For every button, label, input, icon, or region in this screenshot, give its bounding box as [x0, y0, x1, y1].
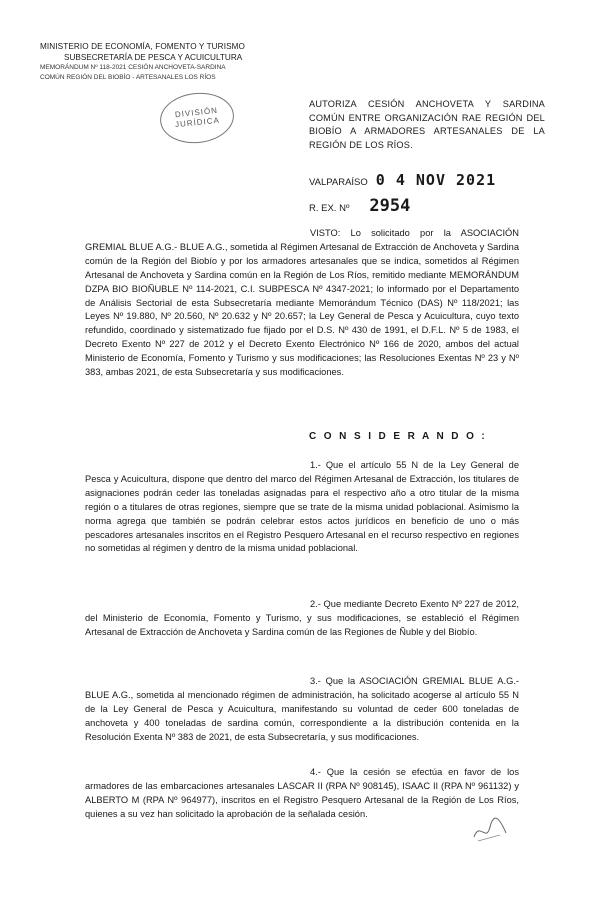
- resolution-number: [309, 196, 410, 216]
- date-stamp: 0 4 NOV 2021: [375, 171, 497, 189]
- stamp-line-2: JURÍDICA: [174, 115, 221, 130]
- document-title: AUTORIZA CESIÓN ANCHOVETA Y SARDINA COMÚN ENTRE ORGANIZACIÓN RAE REGIÓN DEL BIOBÍO A ARMADORES ARTESANALES DE LA REGIÓN DE LOS RÍOS.: [309, 99, 545, 150]
- resolution-label: R. EX. Nº: [309, 203, 350, 214]
- considerando-4: 4.- Que la cesión se efectúa en favor de los armadores de las embarcaciones artesanales LASCAR II (RPA Nº 908145), ISAAC II (RPA Nº 961132) y ALBERTO M (RPA Nº 964977), inscritos en el Registro Pesquero Artesanal de la Región de Los Ríos, quienes a su vez han solicitado la aprobación de la señalada cesión.: [85, 767, 519, 819]
- place-date: [309, 171, 496, 189]
- considerando-1: 1.- Que el artículo 55 N de la Ley General de Pesca y Acuicultura, dispone que dentro del marco del Régimen Artesanal de Extracción, los titulares de asignaciones podrán ceder las toneladas asignadas para el respectivo año a otro titular de la misma región o a titulares de otras regiones, siempre que se trate de la misma unidad poblacional. Asimismo la norma agrega que también se podrán celebrar estos actos jurídicos en beneficio de uno o más pescadores artesanales inscritos en el Registro Pesquero Artesanal en el recurso respectivo en regiones no sometidas al régimen y dentro de la misma unidad poblacional.: [85, 460, 519, 554]
- initials-signature: [470, 815, 510, 845]
- subsecretaria-name: SUBSECRETARÍA DE PESCA Y ACUICULTURA: [64, 53, 243, 62]
- memo-reference: MEMORÁNDUM Nº 118-2021 CESIÓN ANCHOVETA-SARDINA: [40, 64, 226, 71]
- stamp-line-1: DIVISIÓN: [174, 105, 219, 120]
- resolution-value: 2954: [369, 196, 411, 216]
- considerando-2: 2.- Que mediante Decreto Exento Nº 227 de 2012, del Ministerio de Economía, Fomento y Turismo, y sus modificaciones, se estableció el Régimen Artesanal de Extracción de Anchoveta y Sardina común de las Regiones de Ñuble y del Biobío.: [85, 599, 519, 637]
- division-stamp: [158, 89, 237, 146]
- city: VALPARAÍSO: [309, 177, 368, 188]
- letterhead: [40, 41, 260, 83]
- considerando-heading: C O N S I D E R A N D O :: [309, 431, 488, 442]
- ministry-name: MINISTERIO DE ECONOMÍA, FOMENTO Y TURISMO: [40, 42, 246, 51]
- considerando-3: 3.- Que la ASOCIACIÓN GREMIAL BLUE A.G.- BLUE A.G., sometida al mencionado régimen de administración, ha solicitado acogerse al artículo 55 N de la Ley General de Pesca y Acuicultura, manifestando su voluntad de ceder 600 toneladas de anchoveta y 400 toneladas de sardina común, correspondiente a la distribución contenida en la Resolución Exenta Nº 383 de 2021, de esta Subsecretaría, y sus modificaciones.: [85, 676, 519, 742]
- memo-reference-2: COMÚN REGIÓN DEL BIOBÍO - ARTESANALES LOS RÍOS: [40, 74, 216, 81]
- visto-paragraph: VISTO: Lo solicitado por la ASOCIACIÓN GREMIAL BLUE A.G.- BLUE A.G., sometida al Régimen Artesanal de Extracción de Anchoveta y Sardina común de la Región del Biobío y por los armadores artesanales que se indica, sometidos al Régimen Artesanal de Anchoveta y Sardina común en la Región de Los Ríos, remitido mediante MEMORÁNDUM DZPA BIO BIOÑUBLE Nº 114-2021, C.I. SUBPESCA Nº 4347-2021; lo informado por el Departamento de Análisis Sectorial de esta Subsecretaría mediante Memorándum Técnico (DAS) Nº 118/2021; las Leyes Nº 19.880, Nº 20.560, Nº 20.632 y Nº 20.657; la Ley General de Pesca y Acuicultura, cuyo texto refundido, coordinado y sistematizado fue fijado por el D.S. Nº 430 de 1991, el D.F.L. Nº 5 de 1983, el Decreto Exento Nº 227 de 2012 y el Decreto Exento Electrónico Nº 166 de 2020, ambos del actual Ministerio de Economía, Fomento y Turismo y sus modificaciones; las Resoluciones Exentas Nº 23 y Nº 383, ambas 2021, de esta Subsecretaría y sus modificaciones.: [85, 228, 519, 378]
